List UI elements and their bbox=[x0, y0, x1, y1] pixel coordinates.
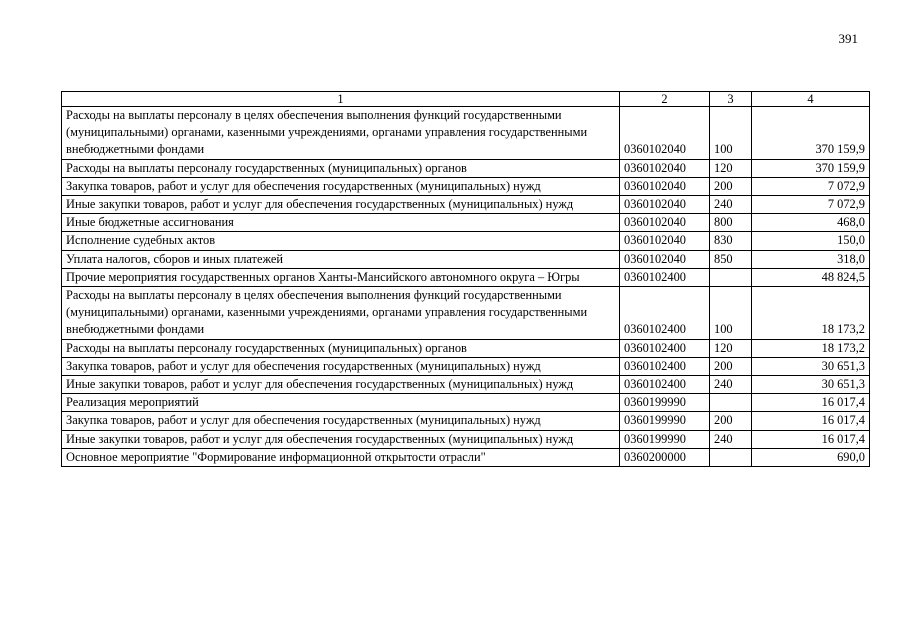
table-row bbox=[62, 250, 870, 268]
table-row bbox=[62, 448, 870, 466]
table-row bbox=[62, 412, 870, 430]
table-body bbox=[62, 92, 870, 467]
table-row bbox=[62, 357, 870, 375]
header-col-1: 1 bbox=[62, 92, 620, 107]
row-name-cell: Закупка товаров, работ и услуг для обеспечения государственных (муниципальных) нужд bbox=[62, 412, 620, 430]
row-code-cell: 0360102040 bbox=[620, 214, 710, 232]
row-name-cell: Расходы на выплаты персоналу в целях обеспечения выполнения функций государственными (муниципальными) органами, казенными учреждениями, органами управления государственными внебюджетными фондами bbox=[62, 287, 620, 340]
row-sum-cell: 7 072,9 bbox=[752, 196, 870, 214]
row-code-cell: 0360102040 bbox=[620, 107, 710, 160]
row-name-cell: Иные бюджетные ассигнования bbox=[62, 214, 620, 232]
row-name-cell: Исполнение судебных актов bbox=[62, 232, 620, 250]
row-name-cell: Закупка товаров, работ и услуг для обеспечения государственных (муниципальных) нужд bbox=[62, 357, 620, 375]
row-code-cell: 0360102040 bbox=[620, 159, 710, 177]
table-row bbox=[62, 214, 870, 232]
header-col-2: 2 bbox=[620, 92, 710, 107]
row-type-cell: 120 bbox=[710, 339, 752, 357]
header-col-3: 3 bbox=[710, 92, 752, 107]
row-sum-cell: 30 651,3 bbox=[752, 357, 870, 375]
table-row bbox=[62, 268, 870, 286]
row-type-cell bbox=[710, 268, 752, 286]
table-row bbox=[62, 339, 870, 357]
row-sum-cell: 48 824,5 bbox=[752, 268, 870, 286]
row-name-cell: Закупка товаров, работ и услуг для обеспечения государственных (муниципальных) нужд bbox=[62, 177, 620, 195]
row-type-cell bbox=[710, 394, 752, 412]
table-row bbox=[62, 177, 870, 195]
row-code-cell: 0360199990 bbox=[620, 394, 710, 412]
row-type-cell: 240 bbox=[710, 196, 752, 214]
row-name-cell: Иные закупки товаров, работ и услуг для обеспечения государственных (муниципальных) нужд bbox=[62, 376, 620, 394]
row-type-cell: 240 bbox=[710, 430, 752, 448]
page-number: 391 bbox=[838, 31, 858, 46]
row-name-cell: Расходы на выплаты персоналу государственных (муниципальных) органов bbox=[62, 159, 620, 177]
row-type-cell: 120 bbox=[710, 159, 752, 177]
row-code-cell: 0360102040 bbox=[620, 232, 710, 250]
table-row bbox=[62, 232, 870, 250]
row-name-cell: Прочие мероприятия государственных органов Ханты-Мансийского автономного округа – Югры bbox=[62, 268, 620, 286]
table-row bbox=[62, 287, 870, 340]
row-sum-cell: 18 173,2 bbox=[752, 339, 870, 357]
row-name-cell: Иные закупки товаров, работ и услуг для обеспечения государственных (муниципальных) нужд bbox=[62, 196, 620, 214]
row-name-cell: Расходы на выплаты персоналу в целях обеспечения выполнения функций государственными (муниципальными) органами, казенными учреждениями, органами управления государственными внебюджетными фондами bbox=[62, 107, 620, 160]
row-code-cell: 0360199990 bbox=[620, 412, 710, 430]
row-code-cell: 0360199990 bbox=[620, 430, 710, 448]
table-row bbox=[62, 159, 870, 177]
row-code-cell: 0360102400 bbox=[620, 287, 710, 340]
row-type-cell: 830 bbox=[710, 232, 752, 250]
row-sum-cell: 18 173,2 bbox=[752, 287, 870, 340]
row-sum-cell: 16 017,4 bbox=[752, 412, 870, 430]
row-type-cell: 100 bbox=[710, 287, 752, 340]
row-code-cell: 0360102040 bbox=[620, 250, 710, 268]
row-sum-cell: 468,0 bbox=[752, 214, 870, 232]
row-name-cell: Иные закупки товаров, работ и услуг для обеспечения государственных (муниципальных) нужд bbox=[62, 430, 620, 448]
row-code-cell: 0360102040 bbox=[620, 177, 710, 195]
row-code-cell: 0360102400 bbox=[620, 268, 710, 286]
row-name-cell: Расходы на выплаты персоналу государственных (муниципальных) органов bbox=[62, 339, 620, 357]
row-sum-cell: 690,0 bbox=[752, 448, 870, 466]
row-code-cell: 0360102400 bbox=[620, 376, 710, 394]
row-sum-cell: 16 017,4 bbox=[752, 430, 870, 448]
header-col-4: 4 bbox=[752, 92, 870, 107]
table-row bbox=[62, 430, 870, 448]
row-sum-cell: 30 651,3 bbox=[752, 376, 870, 394]
row-sum-cell: 16 017,4 bbox=[752, 394, 870, 412]
row-name-cell: Реализация мероприятий bbox=[62, 394, 620, 412]
row-sum-cell: 370 159,9 bbox=[752, 107, 870, 160]
row-type-cell: 800 bbox=[710, 214, 752, 232]
row-type-cell: 200 bbox=[710, 177, 752, 195]
table-row bbox=[62, 376, 870, 394]
budget-table bbox=[61, 91, 870, 467]
row-code-cell: 0360102400 bbox=[620, 357, 710, 375]
row-code-cell: 0360102400 bbox=[620, 339, 710, 357]
row-code-cell: 0360200000 bbox=[620, 448, 710, 466]
row-type-cell: 850 bbox=[710, 250, 752, 268]
row-sum-cell: 318,0 bbox=[752, 250, 870, 268]
row-sum-cell: 370 159,9 bbox=[752, 159, 870, 177]
row-type-cell bbox=[710, 448, 752, 466]
row-type-cell: 200 bbox=[710, 412, 752, 430]
table-row bbox=[62, 107, 870, 160]
row-sum-cell: 7 072,9 bbox=[752, 177, 870, 195]
table-header-row bbox=[62, 92, 870, 107]
table-row bbox=[62, 196, 870, 214]
row-sum-cell: 150,0 bbox=[752, 232, 870, 250]
row-type-cell: 240 bbox=[710, 376, 752, 394]
row-name-cell: Основное мероприятие "Формирование информационной открытости отрасли" bbox=[62, 448, 620, 466]
row-type-cell: 200 bbox=[710, 357, 752, 375]
table-row bbox=[62, 394, 870, 412]
row-type-cell: 100 bbox=[710, 107, 752, 160]
row-code-cell: 0360102040 bbox=[620, 196, 710, 214]
row-name-cell: Уплата налогов, сборов и иных платежей bbox=[62, 250, 620, 268]
